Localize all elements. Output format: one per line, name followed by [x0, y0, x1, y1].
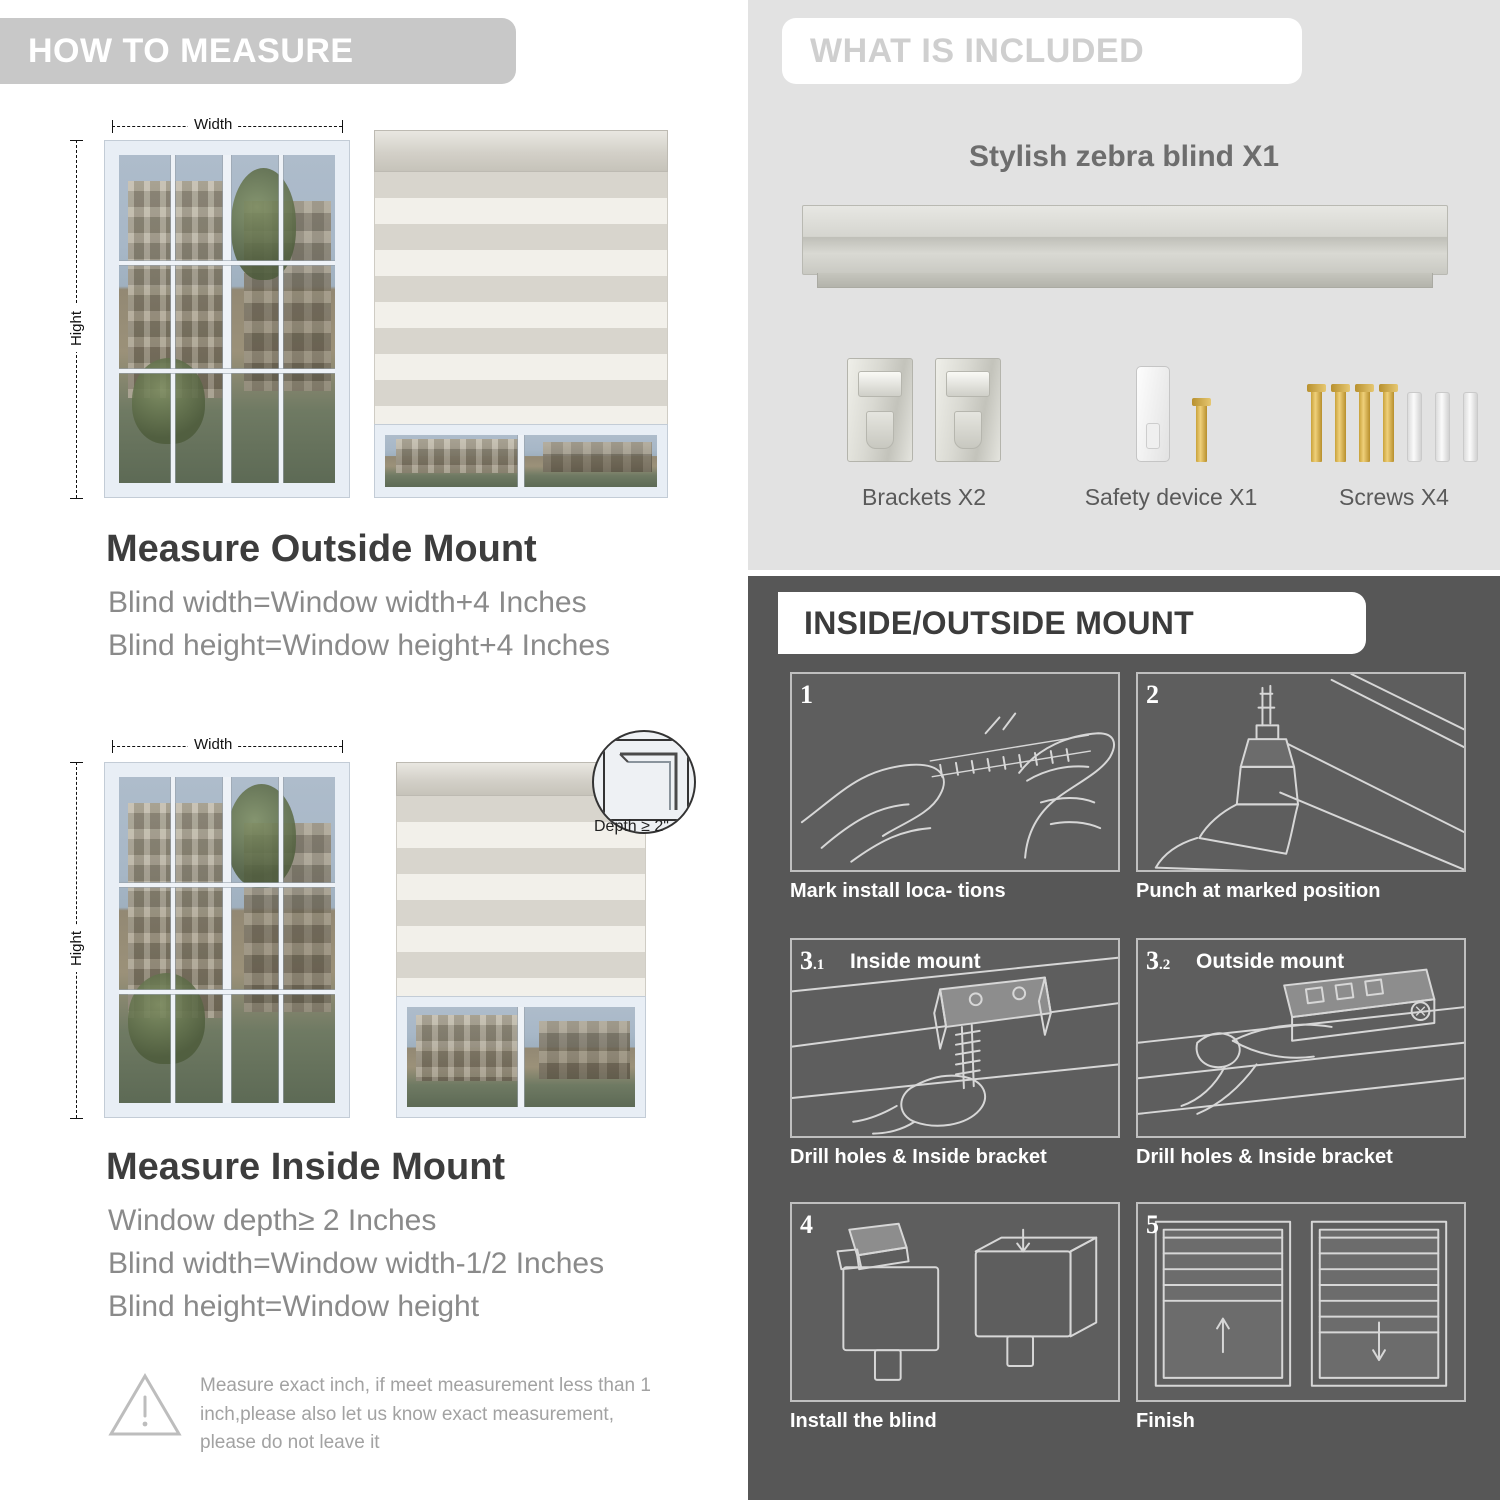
- step-2-number: 2: [1146, 680, 1159, 709]
- inside-width-label: Width: [188, 736, 238, 753]
- step-3-1-inline-label: Inside mount: [850, 950, 981, 973]
- wall-anchor-icon: [1435, 392, 1450, 462]
- step-3-2-inline-label: Outside mount: [1196, 950, 1345, 973]
- step-4-image: [790, 1202, 1120, 1402]
- inside-width-cap-left: [112, 740, 113, 753]
- window-mullion: [518, 435, 524, 487]
- depth-label: Depth ≥ 2": [594, 818, 669, 835]
- step-4-sketch: [792, 1204, 1118, 1402]
- step-1-image: [790, 672, 1120, 872]
- safety-device-icon: [1038, 352, 1304, 462]
- window-glass: [385, 435, 657, 487]
- blind-fabric: [374, 172, 668, 424]
- safety-clip-icon: [1136, 366, 1170, 462]
- included-main-item-label: Stylish zebra blind X1: [968, 140, 1280, 173]
- inside-outside-mount-header: INSIDE/OUTSIDE MOUNT: [778, 592, 1366, 654]
- inside-height-label: Hight: [68, 925, 85, 972]
- step-1-number: 1: [800, 680, 813, 709]
- outside-window-illustration: [104, 140, 350, 498]
- window-mullion: [279, 777, 283, 1103]
- wall-anchor-icon: [1463, 392, 1478, 462]
- step-5-sketch: [1138, 1204, 1464, 1402]
- step-3-1-image: [790, 938, 1120, 1138]
- outside-width-cap-left: [112, 120, 113, 133]
- window-glass: [119, 155, 335, 483]
- what-is-included-section: [748, 0, 1500, 570]
- window-mullion: [279, 155, 283, 483]
- step-3-2: [1136, 938, 1466, 1168]
- outside-height-cap-top: [70, 140, 83, 141]
- bracket-icon: [935, 358, 1001, 462]
- window-mullion: [223, 155, 231, 483]
- outside-mount-title: Measure Outside Mount: [106, 528, 537, 570]
- screw-icon: [1383, 384, 1394, 462]
- window-mullion: [171, 777, 175, 1103]
- window-mullion: [119, 883, 335, 887]
- step-5-caption: Finish: [1136, 1410, 1195, 1432]
- wall-anchor-icon: [1407, 392, 1422, 462]
- tree-foliage: [227, 784, 296, 888]
- what-is-included-header: WHAT IS INCLUDED: [782, 18, 1302, 84]
- outside-mount-blind-illustration: [374, 130, 668, 498]
- window-mullion: [119, 990, 335, 994]
- window-below-blind: [374, 424, 668, 498]
- step-2-caption: Punch at marked position: [1136, 880, 1381, 902]
- window-mullion: [518, 1007, 524, 1107]
- screw-icon: [1335, 384, 1346, 462]
- window-mullion: [119, 261, 335, 265]
- step-3-1: [790, 938, 1120, 1168]
- safety-device-label: Safety device X1: [1084, 484, 1258, 510]
- screws-label: Screws X4: [1339, 484, 1449, 510]
- step-2-image: [1136, 672, 1466, 872]
- window-mullion: [223, 777, 231, 1103]
- window-below-blind: [396, 996, 646, 1118]
- outside-height-label: Hight: [68, 305, 85, 352]
- window-glass: [407, 1007, 635, 1107]
- measure-warning: [108, 1372, 668, 1458]
- window-mullion: [119, 369, 335, 373]
- part-screws: [1288, 352, 1500, 511]
- how-to-measure-section: [0, 0, 742, 1500]
- step-1: [790, 672, 1120, 902]
- outside-width-label: Width: [188, 116, 238, 133]
- outside-width-cap-right: [342, 120, 343, 133]
- step-4-number: 4: [800, 1210, 813, 1239]
- window-glass: [119, 777, 335, 1103]
- measure-warning-text: Measure exact inch, if meet measurement less than 1 inch,please also let us know exact measurement, please do not leave it: [200, 1375, 651, 1453]
- bracket-icon: [847, 358, 913, 462]
- brackets-label: Brackets X2: [862, 484, 986, 510]
- outside-mount-line-2: Blind height=Window height+4 Inches: [108, 629, 611, 662]
- screw-icon: [1359, 384, 1370, 462]
- step-3-1-caption: Drill holes & Inside bracket: [790, 1146, 1047, 1168]
- brackets-icon: [794, 352, 1054, 462]
- step-4-caption: Install the blind: [790, 1410, 937, 1432]
- screw-icon: [1196, 398, 1207, 462]
- zebra-blind-headrail-illustration: [802, 205, 1448, 275]
- inside-height-cap-top: [70, 762, 83, 763]
- step-2-sketch: [1138, 674, 1464, 872]
- tree-foliage: [128, 973, 206, 1064]
- step-2: [1136, 672, 1466, 902]
- part-safety-device: [1038, 352, 1304, 511]
- inside-outside-mount-section: [748, 576, 1500, 1500]
- part-brackets: [794, 352, 1054, 511]
- step-3-2-caption: Drill holes & Inside bracket: [1136, 1146, 1393, 1168]
- how-to-measure-header: HOW TO MEASURE: [0, 18, 516, 84]
- blind-headrail: [374, 130, 668, 172]
- inside-window-illustration: [104, 762, 350, 1118]
- step-5: [1136, 1202, 1466, 1432]
- step-4: [790, 1202, 1120, 1432]
- step-5-image: [1136, 1202, 1466, 1402]
- inside-width-cap-right: [342, 740, 343, 753]
- inside-mount-line-2: Blind width=Window width-1/2 Inches: [108, 1247, 605, 1280]
- step-1-caption: Mark install loca- tions: [790, 880, 1006, 902]
- step-1-sketch: [792, 674, 1118, 872]
- warning-triangle-icon: [108, 1372, 182, 1438]
- step-3-2-image: [1136, 938, 1466, 1138]
- step-3-1-number: 3.1: [800, 946, 825, 975]
- step-5-number: 5: [1146, 1210, 1159, 1239]
- inside-mount-line-3: Blind height=Window height: [108, 1290, 480, 1323]
- inside-height-cap-bottom: [70, 1118, 83, 1119]
- inside-mount-line-1: Window depth≥ 2 Inches: [108, 1204, 437, 1237]
- window-mullion: [171, 155, 175, 483]
- screws-icon: [1288, 352, 1500, 462]
- outside-height-cap-bottom: [70, 498, 83, 499]
- inside-mount-title: Measure Inside Mount: [106, 1146, 506, 1188]
- screw-icon: [1311, 384, 1322, 462]
- outside-mount-line-1: Blind width=Window width+4 Inches: [108, 586, 587, 619]
- step-3-2-number: 3.2: [1146, 946, 1171, 975]
